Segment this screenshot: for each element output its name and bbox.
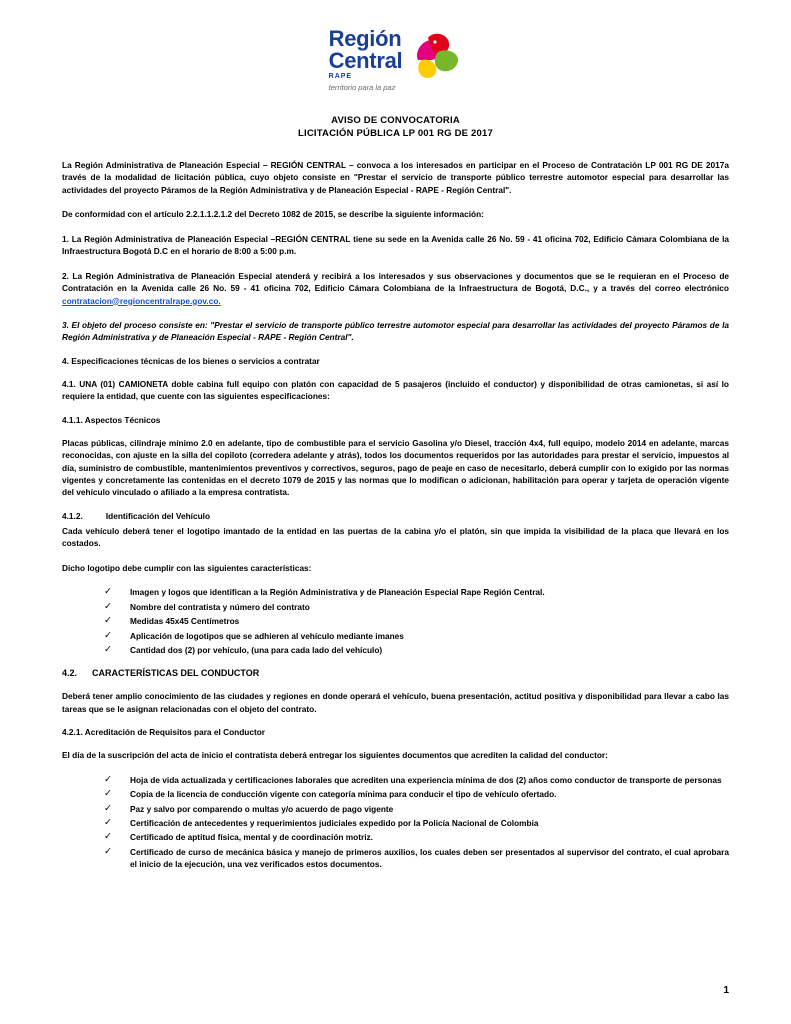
logo-line-region: Región [328, 26, 402, 51]
list-item [104, 774, 729, 786]
paragraph-identificacion-vehiculo: Cada vehículo deberá tener el logotipo imantado de la entidad en las puertas de la cabina y/o el platón, sin que impida la visibilidad de la placa que llevará en los costados. [62, 525, 729, 549]
check-icon: ✓ [104, 831, 112, 843]
logotipo-requirements-list [62, 586, 729, 656]
heading-item-4-1-2 [62, 511, 729, 521]
heading-item-4-2-1: 4.2.1. Acreditación de Requisitos para el Conductor [62, 727, 266, 738]
list-item [104, 817, 729, 829]
check-icon: ✓ [104, 600, 112, 612]
list-item-label: Copia de la licencia de conducción vigente con categoría mínima para conducir el tipo de vehículo ofertado. [130, 789, 557, 800]
check-icon: ✓ [104, 845, 112, 857]
list-item [104, 831, 729, 843]
paragraph-item-3: 3. El objeto del proceso consiste en: "Prestar el servicio de transporte público terrestre automotor especial para desarrollar las actividades del proyecto Páramos de la Región Administrativa y de Planeación Especial - RAPE - Región Central". [62, 319, 729, 343]
logo-tagline: territorio para la paz [328, 83, 396, 92]
title-line-1: AVISO DE CONVOCATORIA [331, 114, 460, 126]
list-item [104, 615, 729, 627]
list-item-label: Certificación de antecedentes y requerimientos judiciales expedido por la Policía Nacional de Colombia [130, 818, 539, 829]
check-icon: ✓ [104, 615, 112, 627]
logo-rape-label: RAPE [328, 73, 353, 80]
document-title [62, 114, 729, 142]
page-number: 1 [723, 985, 729, 996]
heading-item-4-1-1: 4.1.1. Aspectos Técnicos [62, 414, 161, 425]
list-item-label: Nombre del contratista y número del contrato [130, 601, 310, 612]
check-icon: ✓ [104, 773, 112, 785]
list-item-label: Medidas 45x45 Centímetros [130, 616, 240, 627]
bird-icon [408, 30, 462, 82]
heading-4-2-number: 4.2. [62, 668, 78, 679]
list-item-label: Cantidad dos (2) por vehículo, (una para cada lado del vehículo) [130, 644, 383, 655]
logo-wordmark [329, 28, 403, 92]
paragraph-acta-intro: El día de la suscripción del acta de inicio el contratista deberá entregar los siguientes documentos que acrediten la calidad del conductor: [62, 750, 608, 761]
heading-4-2-label: CARACTERÍSTICAS DEL CONDUCTOR [92, 668, 260, 679]
heading-item-4-2 [62, 668, 729, 678]
heading-4-1-2-label: Identificación del Vehículo [105, 510, 211, 521]
item-2-text: 2. La Región Administrativa de Planeación Especial atenderá y recibirá a los interesados y sus observaciones y documentos que se le requieran en el Proceso de Contratación en la Avenida calle 26 No. 59 - 41 oficina 702, Edificio Cámara Colombiana de la Infraestructura de Bogotá, D.C., y a través del correo electrónico [62, 270, 729, 294]
logo-header [62, 28, 729, 92]
paragraph-item-1: 1. La Región Administrativa de Planeación Especial –REGIÓN CENTRAL tiene su sede en la Avenida calle 26 No. 59 - 41 oficina 702, Edificio Cámara Colombiana de la Infraestructura Bogotá D.C en el horario de 8:00 a 5:00 p.m. [62, 233, 729, 257]
paragraph-intro: La Región Administrativa de Planeación Especial – REGIÓN CENTRAL – convoca a los interesados en participar en el Proceso de Contratación LP 001 RG DE 2017a través de la modalidad de licitación pública, cuyo objeto consiste en "Prestar el servicio de transporte público terrestre automotor especial para desarrollar las actividades del proyecto Páramos de la Región Administrativa y de Planeación Especial - RAPE - Región Central". [62, 160, 729, 195]
list-item [104, 586, 729, 598]
check-icon: ✓ [104, 629, 112, 641]
list-item-label: Hoja de vida actualizada y certificaciones laborales que acrediten una experiencia mínima de dos (2) años como conductor de transporte de personas [130, 774, 722, 785]
list-item-label: Aplicación de logotipos que se adhieren al vehículo mediante imanes [130, 630, 404, 641]
check-icon: ✓ [104, 788, 112, 800]
paragraph-item-2 [62, 270, 729, 307]
list-item-label: Paz y salvo por comparendo o multas y/o acuerdo de pago vigente [130, 803, 394, 814]
paragraph-item-4-1: 4.1. UNA (01) CAMIONETA doble cabina full equipo con platón con capacidad de 5 pasajeros (incluido el conductor) y disponibilidad de otras camionetas, si así lo requiere la entidad, que cuente con las siguientes especificaciones: [62, 378, 729, 402]
list-item [104, 846, 729, 871]
list-item-label: Certificado de curso de mecánica básica y manejo de primeros auxilios, los cuales deben ser presentados al supervisor del contrato, el cual aprobara el inicio de la ejecución, una vez verificados estos documentos. [130, 846, 729, 870]
paragraph-logotipo-intro: Dicho logotipo debe cumplir con las siguientes características: [62, 562, 312, 573]
heading-4-1-2-number: 4.1.2. [62, 510, 83, 521]
check-icon: ✓ [104, 643, 112, 655]
list-item [104, 630, 729, 642]
list-item-label: Imagen y logos que identifican a la Región Administrativa y de Planeación Especial Rape Región Central. [130, 587, 545, 598]
list-item [104, 803, 729, 815]
heading-item-4: 4. Especificaciones técnicas de los bienes o servicios a contratar [62, 355, 320, 366]
list-item-label: Certificado de aptitud física, mental y de coordinación motriz. [130, 832, 373, 843]
logo-line-central: Central [328, 48, 403, 73]
check-icon: ✓ [104, 586, 112, 598]
list-item [104, 644, 729, 656]
list-item [104, 601, 729, 613]
title-line-2: LICITACIÓN PÚBLICA LP 001 RG DE 2017 [298, 128, 493, 140]
paragraph-aspectos-tecnicos: Placas públicas, cilindraje mínimo 2.0 en adelante, tipo de combustible para el servicio Gasolina y/o Diesel, tracción 4x4, full equipo, modelo 2014 en adelante, marcas reconocidas, con ajuste en la silla del copiloto (corredera adelante y atrás), todos los documentos requeridos por las autoridades para prestar el servicio, impuestos al día, suministro de combustible, mantenimientos preventivos y correctivos, seguros, pago de peaje en caso de necesitarlo, deberá cumplir con lo exigido por las normas vigentes y concretamente las contenidas en el decreto 1079 de 2015 y las normas que lo modifican o adicionan, habilitación para operar y tarjeta de operación vigente del vehículo vinculado o afiliado a la empresa contratista. [62, 437, 729, 498]
check-icon: ✓ [104, 817, 112, 829]
check-icon: ✓ [104, 802, 112, 814]
conductor-requirements-list [62, 774, 729, 871]
list-item [104, 788, 729, 800]
paragraph-caracteristicas-conductor: Deberá tener amplio conocimiento de las ciudades y regiones en donde operará el vehículo, buena presentación, actitud positiva y disponibilidad para llevar a cabo las tareas que se le asignan relacionadas con el objeto del contrato. [62, 691, 729, 714]
region-central-logo [329, 28, 463, 92]
paragraph-conformidad: De conformidad con el artículo 2.2.1.1.2.1.2 del Decreto 1082 de 2015, se describe la siguiente información: [62, 209, 484, 220]
contact-email-link[interactable]: contratacion@regioncentralrape.gov.co. [62, 295, 221, 306]
